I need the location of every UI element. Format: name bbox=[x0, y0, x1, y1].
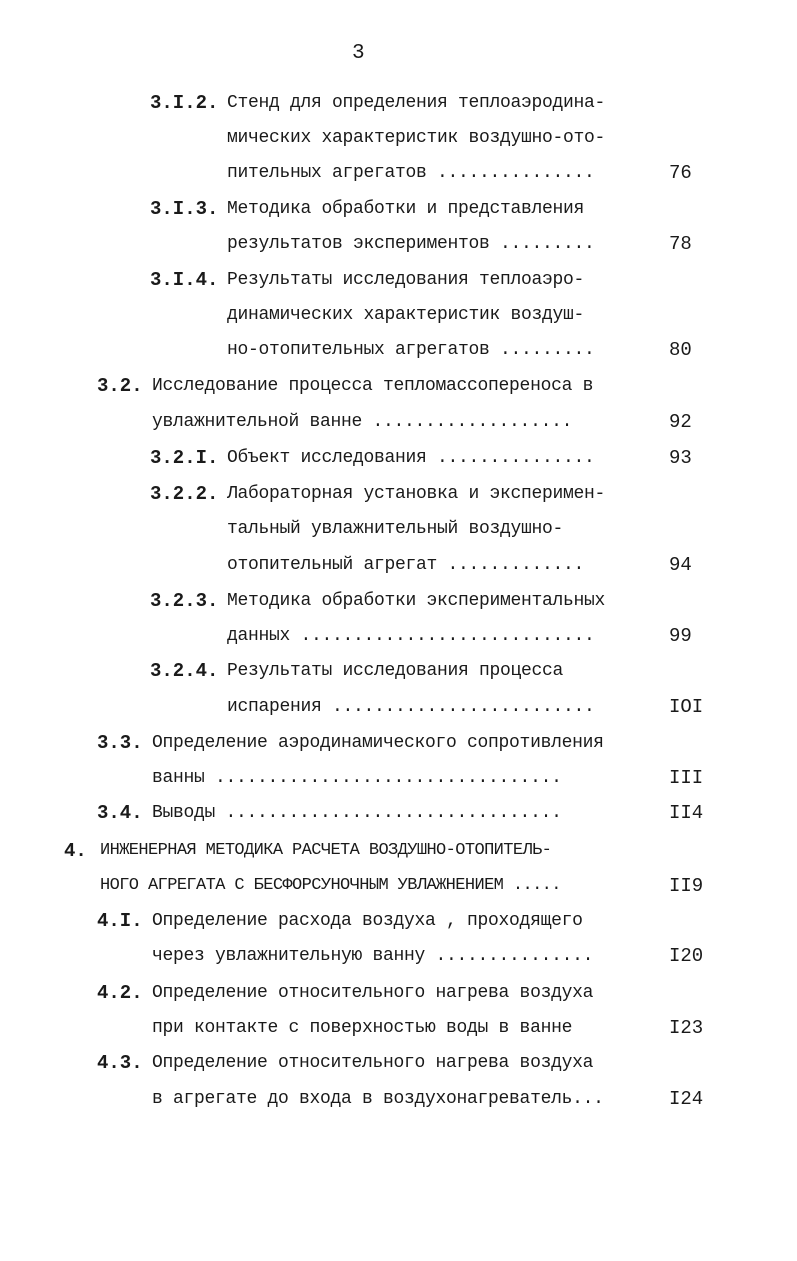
page-ref: 78 bbox=[669, 233, 692, 255]
page-ref: 92 bbox=[669, 411, 692, 433]
section-number: 3.2.3. bbox=[150, 590, 219, 612]
section-number: 3.2.4. bbox=[150, 660, 219, 682]
entry-text-line: ИНЖЕНЕРНАЯ МЕТОДИКА РАСЧЕТА ВОЗДУШНО-ОТОПИТЕЛЬ- bbox=[100, 841, 552, 860]
section-number: 3.I.3. bbox=[150, 198, 219, 220]
entry-text-line: Определение расхода воздуха , проходящего bbox=[152, 911, 583, 931]
entry-text-line: испарения ......................... bbox=[227, 697, 595, 717]
section-number: 3.I.4. bbox=[150, 269, 219, 291]
section-number: 3.I.2. bbox=[150, 92, 219, 114]
page-ref: 76 bbox=[669, 162, 692, 184]
entry-text-line: увлажнительной ванне ................... bbox=[152, 412, 573, 432]
entry-text-line: результатов экспериментов ......... bbox=[227, 234, 595, 254]
section-number: 3.3. bbox=[97, 732, 143, 754]
page-ref: 93 bbox=[669, 447, 692, 469]
entry-text-line: Методика обработки экспериментальных bbox=[227, 591, 606, 611]
entry-text-line: пительных агрегатов ............... bbox=[227, 163, 595, 183]
section-number: 4.3. bbox=[97, 1052, 143, 1074]
entry-text-line: ванны ................................. bbox=[152, 768, 562, 788]
entry-text-line: данных ............................ bbox=[227, 626, 595, 646]
entry-text-line: Исследование процесса тепломассопереноса в bbox=[152, 376, 594, 396]
page-ref: IOI bbox=[669, 696, 704, 718]
section-number: 3.2. bbox=[97, 375, 143, 397]
entry-text-line: Методика обработки и представления bbox=[227, 199, 585, 219]
entry-text-line: Лабораторная установка и эксперимен- bbox=[227, 484, 606, 504]
entry-text-line: Определение относительного нагрева воздуха bbox=[152, 983, 594, 1003]
page-ref: 80 bbox=[669, 339, 692, 361]
page-ref: III bbox=[669, 767, 704, 789]
entry-text-line: через увлажнительную ванну ............... bbox=[152, 946, 594, 966]
entry-text-line: отопительный агрегат ............. bbox=[227, 555, 585, 575]
page-ref: I20 bbox=[669, 945, 704, 967]
page-number: 3 bbox=[352, 42, 365, 65]
entry-text-line: Выводы ................................ bbox=[152, 803, 562, 823]
section-number: 3.2.2. bbox=[150, 483, 219, 505]
section-number: 3.2.I. bbox=[150, 447, 219, 469]
page-ref: 94 bbox=[669, 554, 692, 576]
entry-text-line: динамических характеристик воздуш- bbox=[227, 305, 585, 325]
page-ref: 99 bbox=[669, 625, 692, 647]
entry-text-line: при контакте с поверхностью воды в ванне bbox=[152, 1018, 573, 1038]
page-ref: II4 bbox=[669, 802, 704, 824]
page-ref: I23 bbox=[669, 1017, 704, 1039]
entry-text-line: Стенд для определения теплоаэродина- bbox=[227, 93, 606, 113]
page-ref: I24 bbox=[669, 1088, 704, 1110]
entry-text-line: но-отопительных агрегатов ......... bbox=[227, 340, 595, 360]
entry-text-line: Определение аэродинамического сопротивления bbox=[152, 733, 604, 753]
entry-text-line: Объект исследования ............... bbox=[227, 448, 595, 468]
section-number: 4.I. bbox=[97, 910, 143, 932]
entry-text-line: Результаты исследования процесса bbox=[227, 661, 564, 681]
entry-text-line: тальный увлажнительный воздушно- bbox=[227, 519, 564, 539]
section-number: 4.2. bbox=[97, 982, 143, 1004]
entry-text-line: НОГО АГРЕГАТА С БЕСФОРСУНОЧНЫМ УВЛАЖНЕНИЕМ ..... bbox=[100, 876, 561, 895]
section-number: 4. bbox=[64, 840, 87, 862]
entry-text-line: Результаты исследования теплоаэро- bbox=[227, 270, 585, 290]
page-ref: II9 bbox=[669, 875, 704, 897]
entry-text-line: Определение относительного нагрева воздуха bbox=[152, 1053, 594, 1073]
section-number: 3.4. bbox=[97, 802, 143, 824]
entry-text-line: мических характеристик воздушно-ото- bbox=[227, 128, 606, 148]
entry-text-line: в агрегате до входа в воздухонагреватель... bbox=[152, 1089, 604, 1109]
